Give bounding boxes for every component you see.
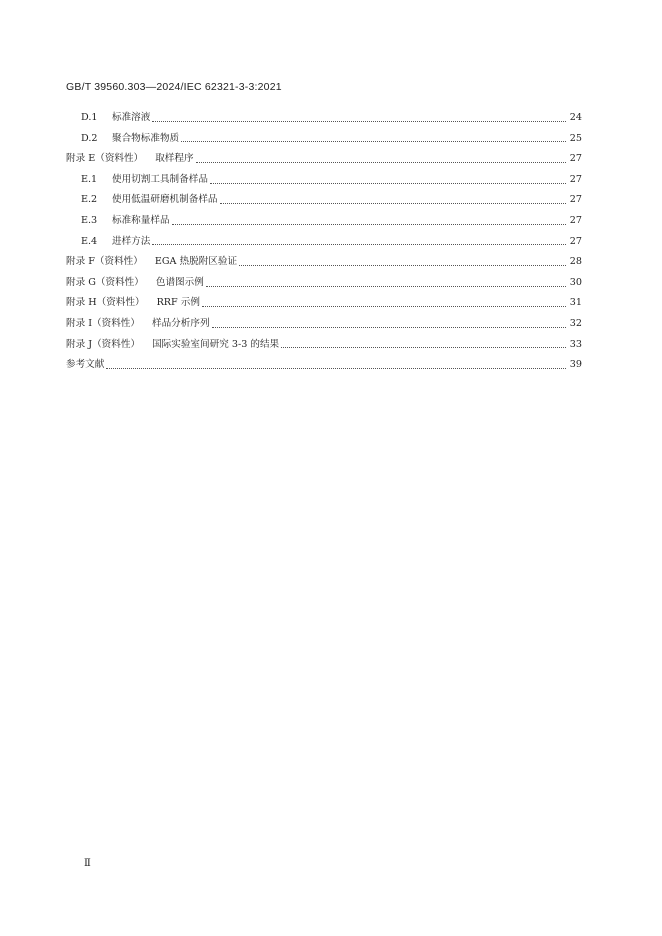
toc-entry[interactable] [66,232,582,253]
toc-entry[interactable] [66,252,582,273]
toc-entry[interactable] [66,314,582,335]
toc-entry-page: 27 [569,194,582,206]
toc-entry-title: 标准溶液 [112,112,151,123]
toc-entry[interactable] [66,108,582,129]
toc-entry-title: 国际实验室间研究 3-3 的结果 [152,338,280,350]
toc-entry[interactable] [66,129,582,150]
toc-entry-page: 30 [569,276,582,288]
toc-entry-number: E.4 [81,235,98,247]
toc-entry-page: 33 [569,338,582,350]
toc-entry[interactable] [66,149,582,170]
toc-entry-title: 取样程序 [155,153,194,165]
toc-entry-page: 27 [569,173,582,185]
dot-leader [212,327,566,328]
toc-entry-page: 24 [569,112,582,123]
toc-entry[interactable] [66,273,582,294]
dot-leader [181,141,566,142]
toc-entry-annex: 附录 H（资料性） [66,297,145,309]
toc-entry-title: 使用切割工具制备样品 [112,173,208,185]
toc-entry-page: 25 [569,132,582,144]
dot-leader [152,244,566,245]
toc-entry-page: 39 [569,359,582,371]
dot-leader [206,286,566,287]
dot-leader [152,121,566,122]
toc-entry-number: E.2 [81,194,98,206]
dot-leader [239,265,566,266]
dot-leader [106,368,566,369]
dot-leader [202,306,566,307]
toc-entry-page: 28 [569,256,582,268]
toc-entry[interactable] [66,293,582,314]
toc-entry-page: 27 [569,153,582,165]
table-of-contents [66,108,582,376]
dot-leader [172,224,566,225]
toc-entry-title: 标准称量样品 [112,214,170,226]
toc-entry-page: 32 [569,317,582,329]
dot-leader [220,203,566,204]
toc-entry-title: EGA 热脱附区验证 [154,256,238,268]
toc-entry[interactable] [66,170,582,191]
toc-entry-title: 参考文献 [66,359,105,371]
toc-entry-title: 使用低温研磨机制备样品 [112,194,218,206]
toc-entry-annex: 附录 G（资料性） [66,276,144,288]
toc-entry-annex: 附录 I（资料性） [66,317,140,329]
toc-entry[interactable] [66,335,582,356]
toc-entry-title: RRF 示例 [156,297,200,309]
dot-leader [281,347,566,348]
toc-entry-title: 进样方法 [112,235,151,247]
toc-entry-page: 31 [569,297,582,309]
page-number: Ⅱ [84,858,91,869]
toc-entry-number: E.1 [81,173,98,185]
dot-leader [196,162,566,163]
toc-entry[interactable] [66,211,582,232]
toc-entry-annex: 附录 J（资料性） [66,338,141,350]
toc-entry-annex: 附录 E（资料性） [66,153,144,165]
toc-entry-number: D.2 [81,132,98,144]
toc-entry-number: E.3 [81,214,98,226]
document-header: GB/T 39560.303—2024/IEC 62321-3-3:2021 [66,81,282,93]
toc-entry[interactable] [66,355,582,376]
toc-entry-title: 色谱图示例 [155,276,204,288]
toc-entry-annex: 附录 F（资料性） [66,256,143,268]
toc-entry-page: 27 [569,235,582,247]
toc-entry-number: D.1 [81,112,98,123]
dot-leader [210,183,566,184]
toc-entry-title: 聚合物标准物质 [112,132,180,144]
toc-entry-title: 样品分析序列 [152,317,210,329]
toc-entry[interactable] [66,190,582,211]
toc-entry-page: 27 [569,214,582,226]
